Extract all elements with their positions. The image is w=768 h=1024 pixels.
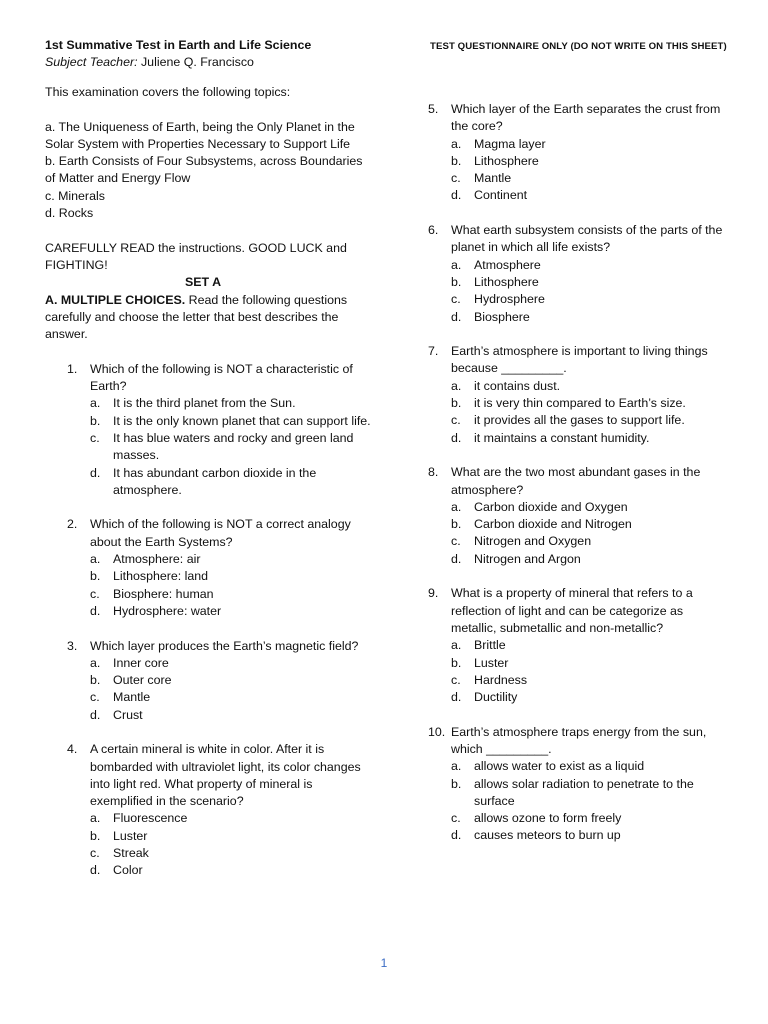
- option-text: it maintains a constant humidity.: [474, 430, 650, 445]
- question-text: Earth’s atmosphere is important to living things because _________.: [451, 344, 708, 376]
- question-item: [45, 516, 375, 620]
- option-letter: a.: [90, 655, 101, 670]
- answer-option: [451, 758, 728, 775]
- question-number: 3.: [67, 638, 78, 653]
- question-number: 2.: [67, 517, 78, 532]
- answer-option: [451, 274, 728, 291]
- answer-option: [90, 862, 375, 879]
- option-text: Carbon dioxide and Nitrogen: [474, 517, 632, 532]
- option-letter: d.: [451, 551, 462, 566]
- option-text: Atmosphere: air: [113, 552, 201, 567]
- answer-option: [451, 187, 728, 204]
- option-letter: d.: [90, 707, 101, 722]
- question-spacer: [45, 620, 375, 637]
- option-letter: d.: [90, 603, 101, 618]
- answer-options: [90, 395, 375, 499]
- answer-option: [451, 378, 728, 395]
- answer-option: [90, 551, 375, 568]
- answer-option: [451, 516, 728, 533]
- teacher-name: Juliene Q. Francisco: [140, 55, 254, 69]
- answer-option: [451, 810, 728, 827]
- option-letter: c.: [451, 413, 461, 428]
- option-text: Hardness: [474, 672, 528, 687]
- question-item: [45, 361, 375, 499]
- question-item: [45, 638, 375, 724]
- option-text: It is the only known planet that can support life.: [113, 413, 371, 428]
- answer-option: [451, 430, 728, 447]
- question-text: Which of the following is NOT a characteristic of Earth?: [90, 361, 353, 394]
- option-text: Brittle: [474, 638, 506, 653]
- option-text: Magma layer: [474, 136, 546, 151]
- question-text: Which of the following is NOT a correct analogy about the Earth Systems?: [90, 517, 351, 549]
- option-text: Crust: [113, 707, 143, 722]
- option-letter: d.: [451, 188, 462, 203]
- answer-option: [451, 291, 728, 308]
- option-text: Ductility: [474, 690, 518, 705]
- option-text: it contains dust.: [474, 378, 561, 393]
- section-label: A. MULTIPLE CHOICES.: [45, 292, 186, 307]
- question-text: What are the two most abundant gases in the atmosphere?: [451, 465, 701, 497]
- option-text: Lithosphere: land: [113, 569, 209, 584]
- question-number: 4.: [67, 742, 78, 757]
- option-text: Nitrogen and Argon: [474, 551, 581, 566]
- question-number: 7.: [428, 344, 439, 359]
- option-text: Lithosphere: [474, 274, 539, 289]
- answer-option: [451, 395, 728, 412]
- option-text: causes meteors to burn up: [474, 828, 621, 843]
- option-text: It has abundant carbon dioxide in the atmosphere.: [113, 465, 317, 497]
- question-item: [428, 343, 728, 447]
- answer-option: [90, 586, 375, 603]
- question-number: 10.: [428, 724, 446, 739]
- option-text: Mantle: [474, 171, 512, 186]
- option-letter: b.: [451, 153, 462, 168]
- question-item: [428, 585, 728, 706]
- answer-option: [451, 170, 728, 187]
- answer-option: [451, 257, 728, 274]
- answer-option: [451, 412, 728, 429]
- answer-option: [90, 845, 375, 862]
- answer-option: [451, 827, 728, 844]
- option-letter: c.: [90, 430, 100, 445]
- option-letter: c.: [451, 171, 461, 186]
- option-letter: c.: [90, 846, 100, 861]
- option-text: Hydrosphere: [474, 292, 545, 307]
- option-text: It is the third planet from the Sun.: [113, 396, 296, 411]
- option-text: it provides all the gases to support life.: [474, 413, 685, 428]
- question-list-right: [428, 101, 728, 862]
- answer-options: [451, 499, 728, 568]
- option-letter: b.: [90, 673, 101, 688]
- question-number: 6.: [428, 223, 439, 238]
- answer-option: [90, 810, 375, 827]
- option-text: Hydrosphere: water: [113, 603, 222, 618]
- question-item: [428, 464, 728, 568]
- option-letter: b.: [451, 655, 462, 670]
- option-text: It has blue waters and rocky and green land masses.: [113, 430, 354, 463]
- answer-option: [90, 828, 375, 845]
- option-letter: d.: [451, 690, 462, 705]
- option-letter: d.: [451, 309, 462, 324]
- option-letter: a.: [90, 552, 101, 567]
- answer-options: [451, 378, 728, 447]
- topic-a: a. The Uniqueness of Earth, being the Only Planet in the Solar System with Properties Necessary to Support Life: [45, 119, 355, 151]
- option-letter: d.: [451, 430, 462, 445]
- question-spacer: [45, 724, 375, 741]
- answer-option: [451, 136, 728, 153]
- option-letter: d.: [90, 863, 101, 878]
- instructions-reminder: CAREFULLY READ the instructions. GOOD LUCK and FIGHTING!: [45, 240, 347, 272]
- topic-b: b. Earth Consists of Four Subsystems, across Boundaries of Matter and Energy Flow: [45, 154, 363, 186]
- option-text: Color: [113, 863, 143, 878]
- option-text: Continent: [474, 188, 528, 203]
- option-text: Outer core: [113, 673, 172, 688]
- answer-options: [451, 758, 728, 844]
- option-text: Luster: [474, 655, 509, 670]
- option-letter: a.: [451, 257, 462, 272]
- answer-option: [90, 707, 375, 724]
- question-item: [428, 101, 728, 205]
- option-text: Fluorescence: [113, 811, 188, 826]
- option-letter: a.: [90, 811, 101, 826]
- section-instructions: [45, 292, 375, 344]
- option-text: it is very thin compared to Earth’s size.: [474, 396, 686, 411]
- answer-option: [90, 413, 375, 430]
- topic-c: c. Minerals: [45, 188, 105, 203]
- option-letter: c.: [451, 811, 461, 826]
- section-text: Read the following questions carefully and choose the letter that best describes the answer.: [45, 292, 348, 342]
- option-text: allows solar radiation to penetrate to the surface: [474, 776, 694, 808]
- option-text: Mantle: [113, 690, 151, 705]
- answer-option: [90, 672, 375, 689]
- answer-option: [451, 672, 728, 689]
- answer-options: [451, 637, 728, 706]
- answer-options: [451, 136, 728, 205]
- option-letter: b.: [451, 396, 462, 411]
- option-text: allows ozone to form freely: [474, 811, 622, 826]
- option-text: Atmosphere: [474, 257, 541, 272]
- answer-option: [90, 655, 375, 672]
- question-number: 5.: [428, 102, 439, 116]
- answer-option: [451, 551, 728, 568]
- question-spacer: [45, 499, 375, 516]
- question-text: Which layer of the Earth separates the crust from the core?: [451, 102, 721, 134]
- option-text: Biosphere: human: [113, 586, 214, 601]
- topic-d: d. Rocks: [45, 206, 94, 221]
- questionnaire-notice: TEST QUESTIONNAIRE ONLY (DO NOT WRITE ON THIS SHEET): [430, 41, 727, 52]
- question-text: What earth subsystem consists of the parts of the planet in which all life exists?: [451, 223, 723, 255]
- answer-options: [90, 551, 375, 620]
- option-letter: b.: [451, 517, 462, 532]
- option-text: Streak: [113, 846, 149, 861]
- option-letter: a.: [451, 136, 462, 151]
- option-letter: a.: [90, 396, 101, 411]
- option-letter: c.: [451, 292, 461, 307]
- question-item: [428, 222, 728, 326]
- option-letter: b.: [451, 274, 462, 289]
- answer-option: [451, 637, 728, 654]
- set-label: SET A: [184, 275, 222, 290]
- question-item: [428, 724, 728, 845]
- page-number: 1: [380, 956, 388, 970]
- option-letter: a.: [451, 378, 462, 393]
- option-text: allows water to exist as a liquid: [474, 759, 645, 774]
- option-text: Luster: [113, 828, 148, 843]
- answer-option: [90, 568, 375, 585]
- answer-option: [90, 430, 375, 465]
- answer-option: [90, 689, 375, 706]
- option-letter: a.: [451, 759, 462, 774]
- test-title: 1st Summative Test in Earth and Life Science: [45, 38, 312, 52]
- answer-options: [90, 810, 375, 879]
- answer-option: [90, 603, 375, 620]
- question-text: Which layer produces the Earth’s magnetic field?: [90, 638, 359, 653]
- answer-option: [90, 395, 375, 412]
- question-item: [45, 741, 375, 879]
- question-text: A certain mineral is white in color. After it is bombarded with ultraviolet light, its color changes into light red. What property of mineral is exemplified in the scenario?: [90, 742, 361, 809]
- question-number: 9.: [428, 586, 439, 601]
- answer-option: [451, 309, 728, 326]
- subject-teacher: [45, 55, 254, 69]
- coverage-intro: This examination covers the following topics:: [45, 85, 291, 99]
- answer-option: [451, 776, 728, 811]
- option-text: Nitrogen and Oxygen: [474, 534, 592, 549]
- option-text: Biosphere: [474, 309, 530, 324]
- answer-options: [451, 257, 728, 326]
- left-column: [45, 84, 375, 880]
- option-letter: c.: [451, 534, 461, 549]
- option-letter: c.: [90, 690, 100, 705]
- question-spacer: [45, 343, 375, 360]
- answer-option: [451, 153, 728, 170]
- option-letter: b.: [90, 569, 101, 584]
- option-letter: a.: [451, 638, 462, 653]
- option-letter: c.: [90, 586, 100, 601]
- question-list-left: [45, 343, 375, 879]
- option-text: Inner core: [113, 655, 169, 670]
- teacher-label: Subject Teacher:: [45, 55, 138, 69]
- answer-option: [451, 689, 728, 706]
- option-letter: a.: [451, 499, 462, 514]
- option-text: Lithosphere: [474, 153, 539, 168]
- question-text: What is a property of mineral that refers to a reflection of light and can be categorize as metallic, submetallic and non-metallic?: [451, 586, 693, 635]
- question-number: 8.: [428, 465, 439, 480]
- question-text: Earth’s atmosphere traps energy from the sun, which _________.: [451, 724, 707, 756]
- answer-option: [90, 465, 375, 500]
- answer-options: [90, 655, 375, 724]
- option-letter: d.: [90, 465, 101, 480]
- option-letter: b.: [451, 776, 462, 791]
- question-number: 1.: [67, 361, 78, 376]
- answer-option: [451, 655, 728, 672]
- answer-option: [451, 533, 728, 550]
- option-letter: d.: [451, 828, 462, 843]
- option-letter: c.: [451, 672, 461, 687]
- answer-option: [451, 499, 728, 516]
- option-text: Carbon dioxide and Oxygen: [474, 499, 628, 514]
- option-letter: b.: [90, 413, 101, 428]
- option-letter: b.: [90, 828, 101, 843]
